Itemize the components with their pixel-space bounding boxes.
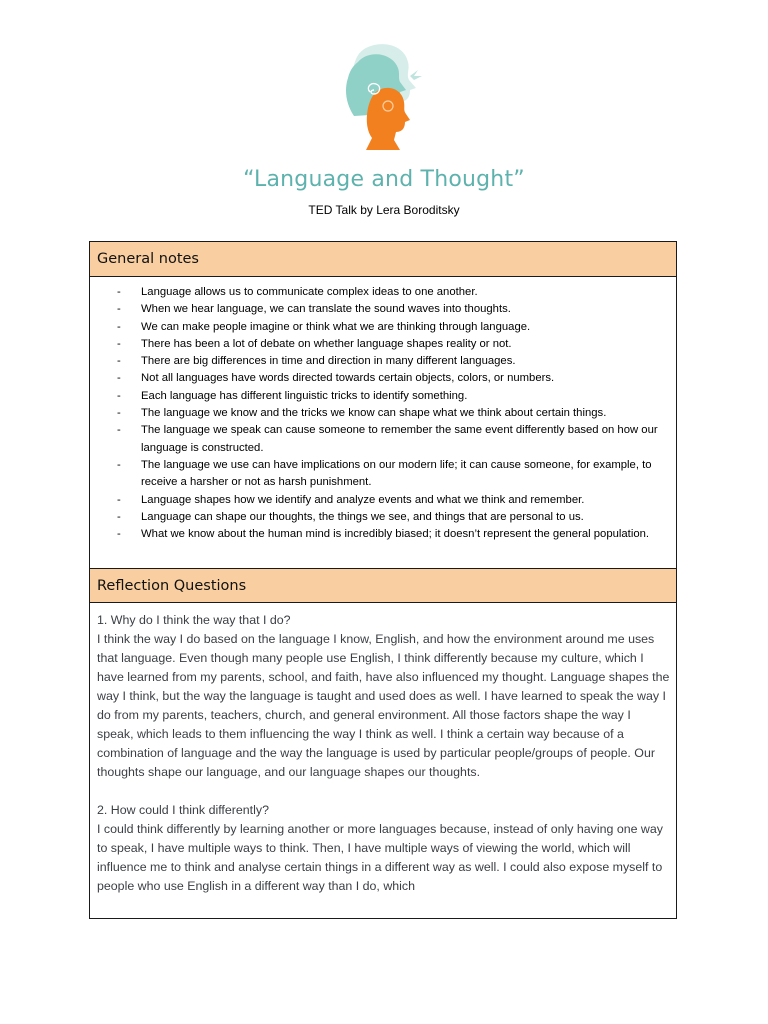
page-subtitle: TED Talk by Lera Boroditsky — [308, 203, 460, 217]
general-notes-header — [90, 242, 676, 277]
list-item: - The language we know and the tricks we know can shape what we think about certain things. — [117, 407, 607, 420]
list-item: - Not all languages have words directed towards certain objects, colors, or numbers. — [117, 372, 555, 385]
reflection-header — [90, 568, 676, 603]
reflection-heading: Reflection Questions — [97, 577, 247, 594]
general-notes-heading: General notes — [97, 251, 199, 267]
list-item: - Each language has different linguistic tricks to identify something. — [117, 389, 468, 402]
notes-table — [89, 241, 677, 919]
list-item: - There are big differences in time and direction in many different languages. — [117, 355, 516, 368]
reflection-body — [97, 611, 670, 896]
list-item: - The language we use can have implications on our modern life; it can cause someone, for example, to receive a harsher or not as harsh punishment. — [117, 458, 652, 489]
general-notes-list — [90, 284, 676, 543]
answer-2: I could think differently by learning another or more languages because, instead of only having one way to speak, I have multiple ways to think. Then, I have multiple ways of viewing the world, which will influence me to think and analyse certain things in a different way as well. I could also expose myself to people who use English in a different way than I do, which — [97, 822, 663, 893]
list-item: - There has been a lot of debate on whether language shapes reality or not. — [117, 337, 512, 350]
list-item: - We can make people imagine or think what we are thinking through language. — [117, 320, 531, 333]
page-title: “Language and Thought” — [243, 167, 525, 192]
list-item: - The language we speak can cause someone to remember the same event differently based on how our language is constructed. — [117, 424, 658, 454]
question-1: 1. Why do I think the way that I do? — [97, 613, 291, 627]
head-silhouettes-icon — [336, 40, 436, 156]
list-item: - Language can shape our thoughts, the things we see, and things that are personal to us. — [117, 510, 584, 523]
answer-1: I think the way I do based on the language I know, English, and how the environment around me uses that language. Even though many people use English, I think differently because my culture, which I have learned from my parents, school, and faith, have also influenced my thought. Language shapes the way I think, but the way the language is taught and used does as well. I have learned to speak the way I do from my parents, teachers, church, and general environment. All those factors shape the way I speak, which leads to them influencing the way I think as well. I think a certain way because of a combination of language and the way the language is used by particular people/groups of people. Our thoughts shape our language, and our language shapes our thoughts. — [97, 632, 670, 779]
list-item: - When we hear language, we can translate the sound waves into thoughts. — [117, 303, 511, 316]
list-item: - What we know about the human mind is incredibly biased; it doesn’t represent the general population. — [117, 528, 650, 541]
list-item: - Language shapes how we identify and analyze events and what we think and remember. — [117, 493, 585, 506]
list-item: - Language allows us to communicate complex ideas to one another. — [117, 286, 478, 298]
question-2: 2. How could I think differently? — [97, 803, 269, 817]
